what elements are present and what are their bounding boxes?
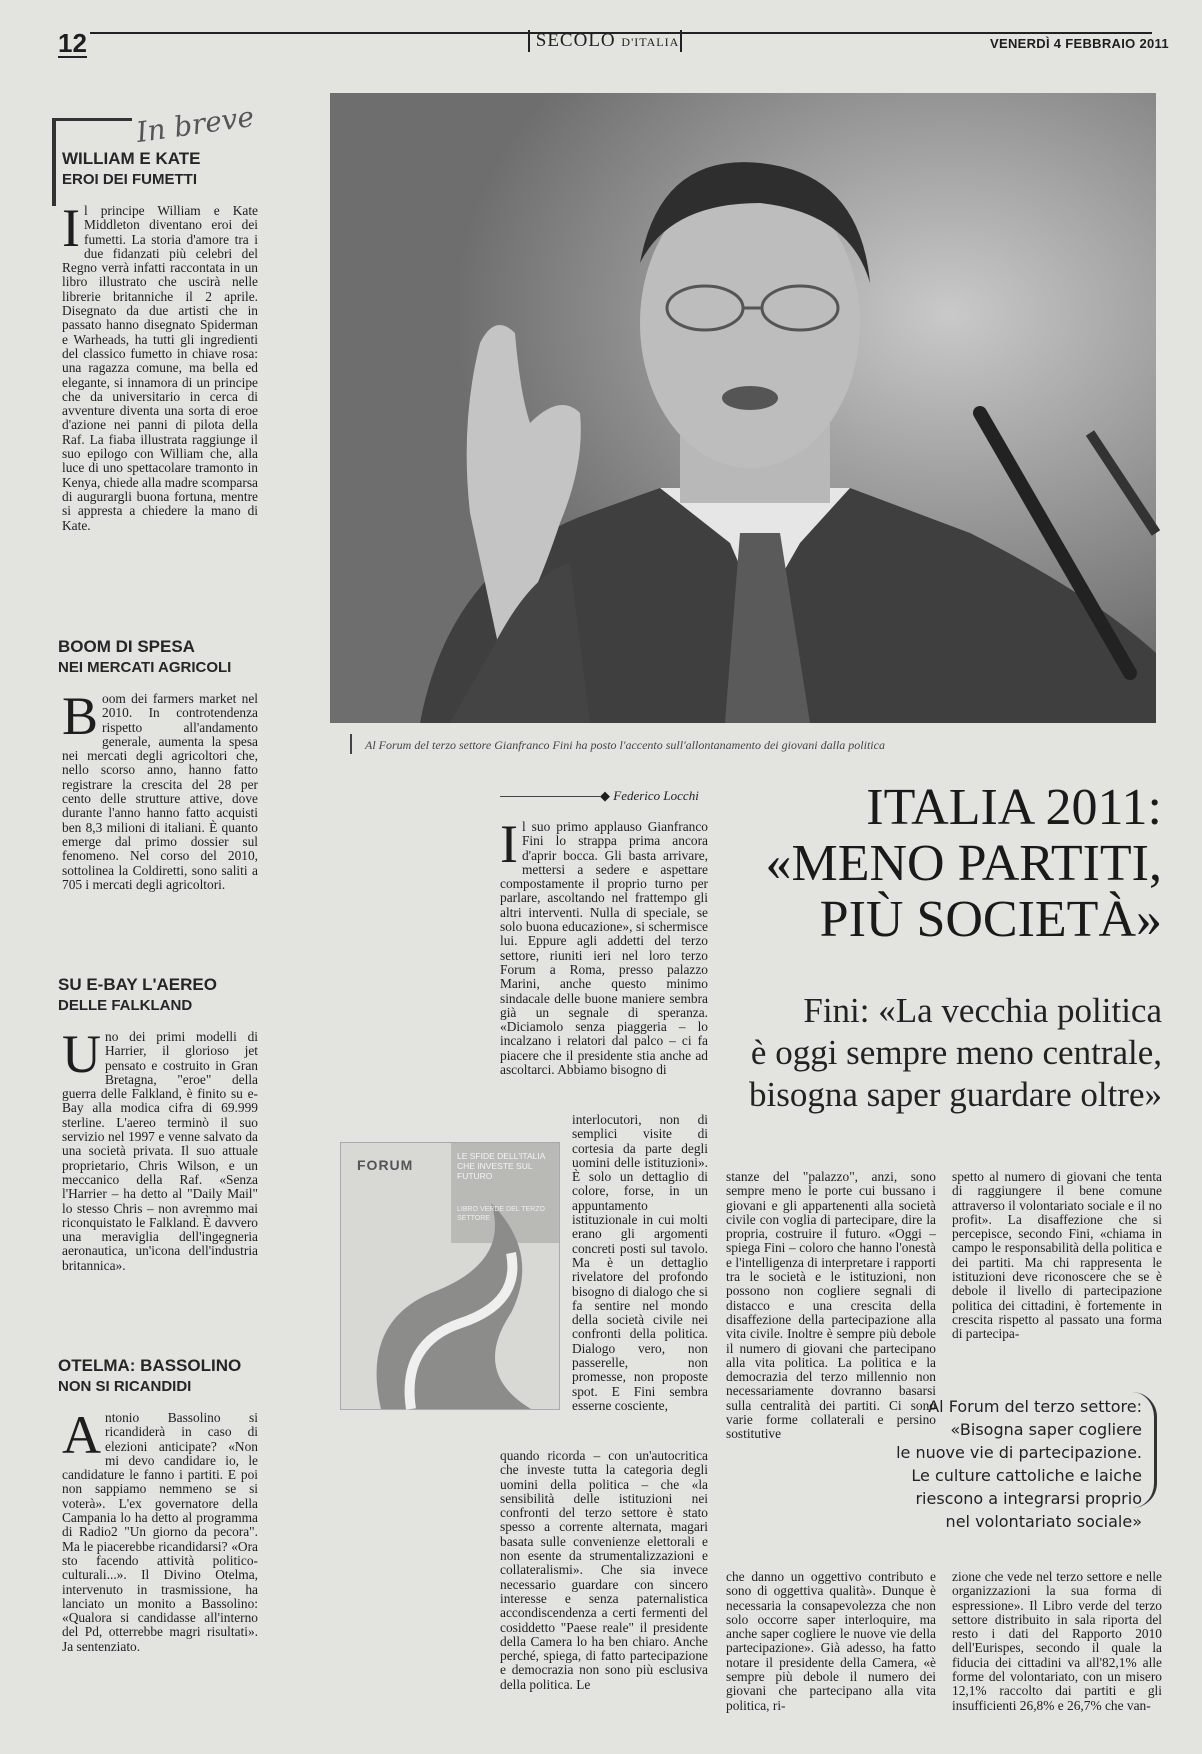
speaker-photo xyxy=(330,93,1156,723)
brief-title-line: NON SI RICANDIDI xyxy=(58,1378,192,1395)
article-dropcap: I xyxy=(500,814,518,874)
pullquote-line: le nuove vie di partecipazione. xyxy=(896,1443,1142,1462)
brief-title-line: WILLIAM E KATE xyxy=(62,149,201,168)
pullquote-line: Al Forum del terzo settore: xyxy=(928,1397,1142,1416)
article-author: ◆ Federico Locchi xyxy=(600,788,699,803)
headline-line: «MENO PARTITI, xyxy=(765,835,1162,892)
pullquote-line: nel volontariato sociale» xyxy=(945,1512,1142,1531)
brief-body xyxy=(62,198,258,614)
brief-dropcap: A xyxy=(62,1405,101,1465)
brief-dropcap: U xyxy=(62,1024,101,1084)
brief-title-line: NEI MERCATI AGRICOLI xyxy=(58,659,232,676)
article-column xyxy=(572,1113,708,1449)
brief-body xyxy=(62,1024,258,1338)
brief-text: oom dei farmers market nel 2010. In controtendenza rispetto all'andamento generale, aumenta la spesa nei mercati degli agricoltori che, nello scorso anno, hanno fatto registrare la crescita del 28 per cento delle strutture attive, dove durante l'anno hanno fatto acquisti ben 8,3 milioni di italiani. È quanto emerge dal primo dossier sul fenomeno. Nel corso del 2010, sottolinea la Coldiretti, sono saliti a 705 i mercati degli agricoltori. xyxy=(62,691,258,892)
brief-title-line: SU E-BAY L'AEREO xyxy=(58,975,217,994)
pullquote-line: riescono a integrarsi proprio xyxy=(915,1489,1142,1508)
article-column xyxy=(500,1449,708,1729)
brief-dropcap: B xyxy=(62,686,99,746)
article-text: spetto al numero di giovani che tenta di raggiungere il bene comune attraverso il volontariato sociale e il no profit». La disaffezione che si percepisce, secondo Fini, «chiama in campo le responsabilità della politica e dei partiti. Ma chi rappresenta le istituzioni deve riconoscere che se è debole il livello di partecipazione politica dei cittadini, è fortemente in crescita rispetto al passato una forma di partecipa- xyxy=(952,1169,1162,1342)
article-headline xyxy=(765,780,1162,948)
article-text: stanze del "palazzo", anzi, sono sempre meno le porte cui bussano i giovani e gli appartenenti alla società civile con voglia di partecipare, dire la propria, costruire il futuro. «Oggi – spiega Fini – coloro che hanno l'onestà e l'intelligenza di interpretare i rapporti tra le società e le istituzioni, non possono non cogliere segnali di distacco e una crescita della disaffezione della partecipazione alla vita civile. Inoltre è sempre più debole il numero di giovani che partecipano alla vita politica. La politica e la democrazia del terzo millennio non necessariamente dovranno basarsi sulla centralità dei partiti. Ci sono varie forme collaterali e persino sostitutive xyxy=(726,1169,936,1442)
issue-date: VENERDÌ 4 FEBBRAIO 2011 xyxy=(990,36,1169,51)
article-column xyxy=(952,1570,1162,1720)
article-text: zione che vede nel terzo settore e nelle organizzazioni la sua forma di espressione». Il Libro verde del terzo settore distribuito in sala riporta del resto i dati del Rapporto 2010 dell'Eurispes, secondo il quale la fiducia dei cittadini va all'82,1% alle forme del volontariato, con un misero 12,1% raccolto dai partiti e gli insufficienti 26,8% e 26,7% che van- xyxy=(952,1569,1162,1713)
article-text: quando ricorda – con un'autocritica che investe tutta la categoria degli uomini della politica – che «la sensibilità delle istituzioni nei confronti del terzo settore è stato spesso a corrente alternata, magari basata sulle convenienze elettorali e non esente da strumentalizzazioni e collateralismi». Che sia invece necessario guardare con sincero interesse e senza paternalistica accondiscendenza a certi fermenti del cosiddetto "Paese reale" il presidente della Camera lo ha ben chiaro. Anche perché, spiega, di fatto partecipazione e democrazia non sono più esclusiva della politica. Le xyxy=(500,1448,708,1692)
brief-title xyxy=(58,636,268,678)
headline-line: ITALIA 2011: xyxy=(866,779,1162,836)
pullquote-line: «Bisogna saper cogliere xyxy=(950,1420,1142,1439)
book-title: LE SFIDE DELL'ITALIA CHE INVESTE SUL FUTURO xyxy=(457,1151,545,1181)
briefs-side-rule xyxy=(52,118,56,206)
article-text: che danno un oggettivo contributo e sono di oggettiva qualità». Dunque è necessaria la consapevolezza che non solo occorre saper interloquire, ma anche saper cogliere le nuove vie della partecipazione». Già adesso, ha fatto notare il presidente della Camera, «è sempre più debole il numero dei giovani che partecipano alla vita politica, ri- xyxy=(726,1569,936,1713)
book-subtitle: LIBRO VERDE DEL TERZO SETTORE xyxy=(457,1206,545,1222)
brief-title-line: DELLE FALKLAND xyxy=(58,997,193,1014)
photo-caption: Al Forum del terzo settore Gianfranco Fini ha posto l'accento sull'allontanamento dei giovani dalla politica xyxy=(365,738,885,752)
book-cover-image xyxy=(340,1142,560,1410)
masthead-divider xyxy=(680,30,682,52)
briefs-section-tag: In breve xyxy=(134,99,256,150)
brief-title-line: OTELMA: BASSOLINO xyxy=(58,1356,242,1375)
pull-quote xyxy=(852,1395,1142,1533)
brief-body xyxy=(62,686,258,956)
article-column xyxy=(952,1170,1162,1360)
article-subhead xyxy=(749,990,1162,1116)
newspaper-title-small: D'ITALIA xyxy=(621,35,680,49)
brief-text: ntonio Bassolino si ricandiderà in caso di elezioni anticipate? «Non mi devo candidare io, le candidature le fanno i partiti. E poi non sappiamo nemmeno se si voterà». L'ex governatore della Campania lo ha detto al programma di Radio2 "Un giorno da pecora". Ma le piacerebbe ricandidarsi? «Ora sto facendo attività politico-culturali...». Il Divino Otelma, intervenuto in trasmissione, ha lanciato un monito a Bassolino: «Qualora si candidasse all'interno del Pd, otterrebbe magri risultati». Ja sentenziato. xyxy=(62,1410,258,1654)
byline-rule xyxy=(500,796,600,797)
brief-title-line: BOOM DI SPESA xyxy=(58,637,195,656)
newspaper-title xyxy=(530,30,679,53)
article-column xyxy=(500,814,708,1112)
brief-text: l principe William e Kate Middleton diventano eroi dei fumetti. La storia d'amore tra i due fidanzati più celebri del Regno verrà infatti raccontata in un libro illustrato che uscirà nelle librerie britanniche il 2 aprile. Disegnato da due artisti che in passato hanno disegnato Spiderman e Warheads, ha tutti gli ingredienti del classico fumetto in chiave rosa: una ragazza comune, ma bella ed elegante, si innamora di un principe che da universitario in cerca di avventure diventa una sorta di eroe d'azione nei panni di pilota della Raf. La fiaba illustrata raggiunge il suo epilogo con William che, alla luce di uno spettacolare tramonto in Kenya, chiede alla madre scomparsa di augurargli buona fortuna, mentre si appresta a chiedere la mano di Kate. xyxy=(62,203,258,533)
brief-title xyxy=(62,148,262,190)
brief-dropcap: I xyxy=(62,198,80,258)
brief-title xyxy=(58,974,268,1016)
brief-title-line: EROI DEI FUMETTI xyxy=(62,171,197,188)
brief-text: no dei primi modelli di Harrier, il glorioso jet pensato e costruito in Gran Bretagna, "eroe" della guerra delle Falkland, è finito su e-Bay alla modica cifra di 69.999 sterline. L'aereo terminò il suo servizio nel 1997 e venne salvato da una società privata. Il suo attuale proprietario, Chris Wilson, e un meccanico della Raf. «Senza l'Harrier – ha detto al "Daily Mail" lo stesso Chris – non avremmo mai riconquistato le Falkland. È davvero una meraviglia dell'ingegneria aeronautica, un'icona dell'industria britannica». xyxy=(62,1029,258,1273)
article-text: interlocutori, non di semplici visite di cortesia da parte degli uomini delle istituzioni». È solo un dettaglio di colore, forse, in un appuntamento istituzionale in cui molti erano gli argomenti concreti posti sul tavolo. Ma è un dettaglio rivelatore del profondo bisogno di dialogo che si fa sentire nel mondo della società civile nei confronti della politica. Dialogo vero, non passerelle, non promesse, non proposte spot. E Fini sembra esserne cosciente, xyxy=(572,1112,708,1413)
author-name: Federico Locchi xyxy=(613,788,699,803)
article-column xyxy=(726,1169,936,1442)
caption-rule xyxy=(350,734,352,754)
book-logo: FORUM xyxy=(357,1157,414,1173)
brief-body xyxy=(62,1405,258,1711)
headline-line: PIÙ SOCIETÀ» xyxy=(819,891,1162,948)
newspaper-title-main: SECOLO xyxy=(535,30,616,51)
brief-title xyxy=(58,1355,268,1397)
speaker-photo-illustration xyxy=(330,93,1156,723)
subhead-line: è oggi sempre meno centrale, xyxy=(750,1033,1162,1072)
pullquote-line: Le culture cattoliche e laiche xyxy=(911,1466,1142,1485)
briefs-corner-rule xyxy=(52,118,132,121)
page-number: 12 xyxy=(58,28,87,58)
article-column xyxy=(726,1570,936,1720)
article-text: l suo primo applauso Gianfranco Fini lo strappa prima ancora d'aprir bocca. Gli basta arrivare, mettersi a sedere e aspettare compostamente il proprio turno per parlare, ascoltando nel frattempo gli altri interventi. Nulla di speciale, se solo buona educazione», si schermisce lui. Eppure agli addetti del terzo settore, riuniti ieri nel loro terzo Forum a Roma, presso palazzo Marini, anche questo minimo sindacale delle buone maniere sembra già un segnale di speranza. «Diciamolo senza piaggeria – lo incalzano i relatori dal palco – ci fa piacere che il presidente stia anche ad ascoltarci. Abbiamo bisogno di xyxy=(500,819,708,1078)
subhead-line: Fini: «La vecchia politica xyxy=(803,991,1162,1030)
book-cover-art xyxy=(341,1143,559,1409)
subhead-line: bisogna saper guardare oltre» xyxy=(748,1075,1162,1114)
